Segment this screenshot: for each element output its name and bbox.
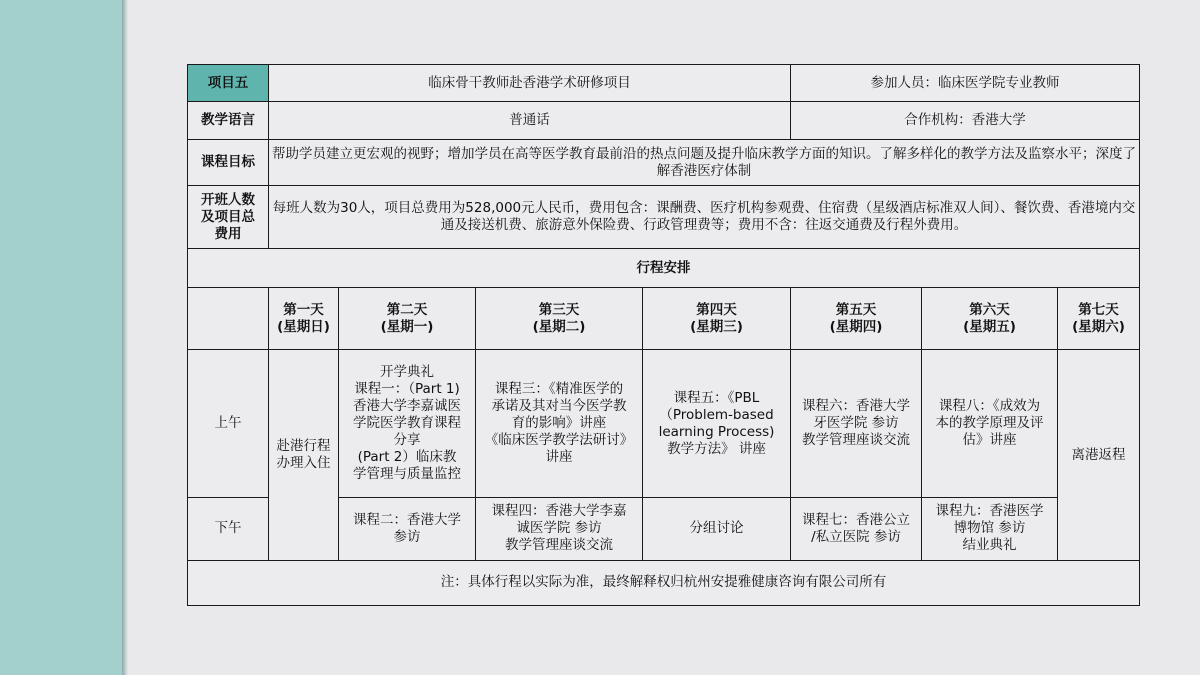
afternoon-label: 下午 (188, 497, 269, 560)
project-label: 项目五 (188, 65, 269, 102)
afternoon-day2: 课程二：香港大学 参访 (339, 497, 476, 560)
afternoon-day4: 分组讨论 (643, 497, 791, 560)
day-header: 第三天 (星期二) (476, 288, 643, 350)
morning-day3: 课程三：《精准医学的 承诺及其对当今医学教 育的影响》讲座 《临床医学教学法研讨》 讲座 (476, 350, 643, 497)
row-schedule-title (188, 249, 1140, 288)
footnote: 注：具体行程以实际为准，最终解释权归杭州安提雅健康咨询有限公司所有 (188, 560, 1140, 605)
language-label: 教学语言 (188, 102, 269, 140)
morning-day5: 课程六：香港大学 牙医学院 参访 教学管理座谈交流 (791, 350, 922, 497)
project-name: 临床骨干教师赴香港学术研修项目 (269, 65, 791, 102)
row-class (188, 186, 1140, 249)
language-value: 普通话 (269, 102, 791, 140)
participants: 参加人员：临床医学院专业教师 (791, 65, 1140, 102)
partner: 合作机构：香港大学 (791, 102, 1140, 140)
class-label: 开班人数 及项目总 费用 (188, 186, 269, 249)
afternoon-day3: 课程四：香港大学李嘉 诚医学院 参访 教学管理座谈交流 (476, 497, 643, 560)
side-decoration-band (0, 0, 122, 675)
day-header: 第一天 (星期日) (269, 288, 339, 350)
project-table (187, 64, 1140, 606)
row-morning (188, 350, 1140, 497)
day7-cell: 离港返程 (1058, 350, 1140, 560)
side-decoration-shadow (122, 0, 128, 675)
class-text: 每班人数为30人，项目总费用为528,000元人民币，费用包含：课酬费、医疗机构参观费、住宿费（星级酒店标准双人间）、餐饮费、香港境内交通及接送机费、旅游意外保险费、行政管理费等；费用不含：往返交通费及行程外费用。 (269, 186, 1140, 249)
day-header: 第六天 (星期五) (922, 288, 1058, 350)
day-header: 第二天 (星期一) (339, 288, 476, 350)
row-language (188, 102, 1140, 140)
afternoon-day5: 课程七：香港公立 /私立医院 参访 (791, 497, 922, 560)
goal-label: 课程目标 (188, 140, 269, 186)
schedule-title: 行程安排 (188, 249, 1140, 288)
row-project (188, 65, 1140, 102)
row-note (188, 560, 1140, 605)
day-header: 第七天 (星期六) (1058, 288, 1140, 350)
day-header: 第四天 (星期三) (643, 288, 791, 350)
row-goal (188, 140, 1140, 186)
morning-day2: 开学典礼 课程一：（Part 1) 香港大学李嘉诚医 学院医学教育课程 分享 (Part 2）临床教 学管理与质量监控 (339, 350, 476, 497)
day1-cell: 赴港行程 办理入住 (269, 350, 339, 560)
days-corner (188, 288, 269, 350)
morning-day4: 课程五：《PBL （Problem-based learning Process) 教学方法》 讲座 (643, 350, 791, 497)
afternoon-day6: 课程九：香港医学 博物馆 参访 结业典礼 (922, 497, 1058, 560)
day-header: 第五天 (星期四) (791, 288, 922, 350)
morning-label: 上午 (188, 350, 269, 497)
row-days (188, 288, 1140, 350)
goal-text: 帮助学员建立更宏观的视野；增加学员在高等医学教育最前沿的热点问题及提升临床教学方面的知识。了解多样化的教学方法及监察水平；深度了解香港医疗体制 (269, 140, 1140, 186)
morning-day6: 课程八：《成效为 本的教学原理及评 估》讲座 (922, 350, 1058, 497)
